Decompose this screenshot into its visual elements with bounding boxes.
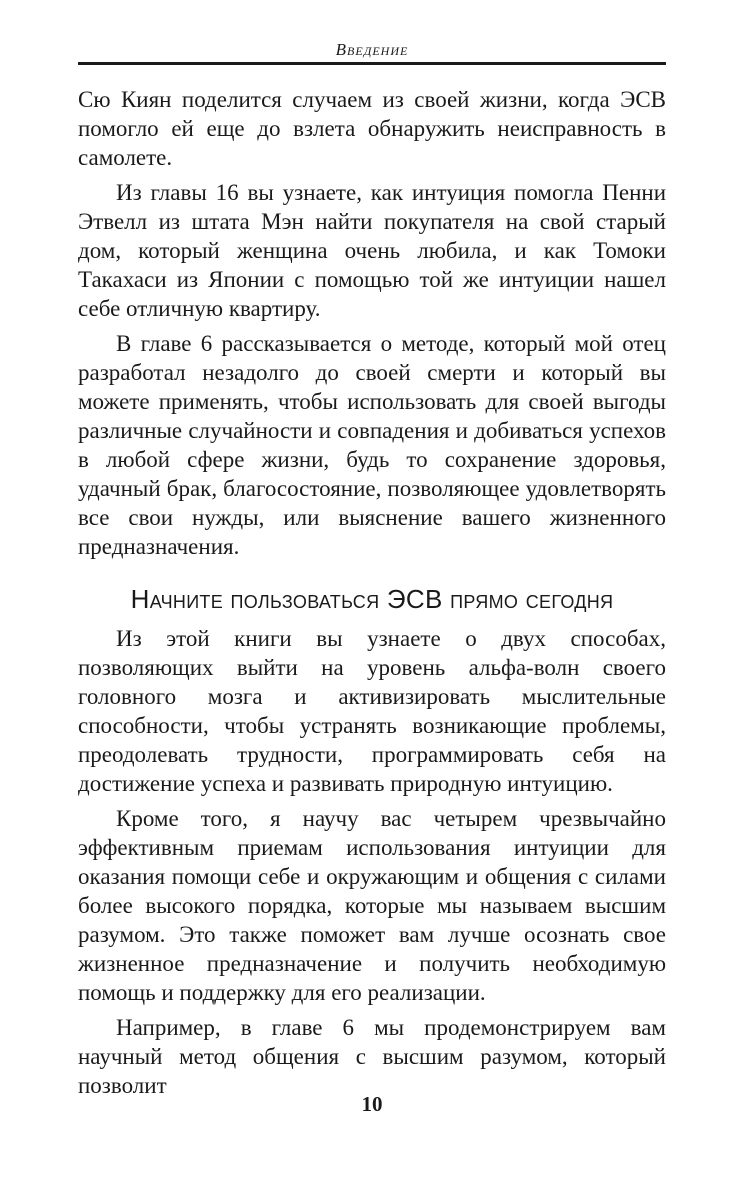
- paragraph: Например, в главе 6 мы продемонстрируем вам научный метод общения с высшим разумом, который позволит: [78, 1015, 666, 1098]
- running-head: Введение: [335, 40, 409, 59]
- text-block-section: [78, 624, 666, 1100]
- paragraph: Из этой книги вы узнаете о двух способах, позволяющих выйти на уровень альфа-волн своего головного мозга и активизировать мыслительные способности, чтобы устранять возникающие проблемы, преодолевать трудности, программировать себя на достижение успеха и развивать природную интуицию.: [78, 626, 666, 796]
- text-block-intro: [78, 85, 666, 561]
- paragraph: Из главы 16 вы узнаете, как интуиция помогла Пенни Этвелл из штата Мэн найти покупателя на свой старый дом, который женщина очень любила, и как Томоки Такахаси из Японии с помощью той же интуиции нашел себе отличную квартиру.: [78, 180, 666, 321]
- paragraph: В главе 6 рассказывается о методе, который мой отец разработал незадолго до своей смерти и который вы можете применять, чтобы использовать для своей выгоды различные случайности и совпадения и добиваться успехов в любой сфере жизни, будь то сохранение здоровья, удачный брак, благосостояние, позволяющее удовлетворять все свои нужды, или выяснение вашего жизненного предназначения.: [78, 331, 666, 559]
- paragraph: Кроме того, я научу вас четырем чрезвычайно эффективным приемам использования интуиции для оказания помощи себе и окружающим и общения с силами более высокого порядка, которые мы называем высшим разумом. Это также поможет вам лучше осознать свое жизненное предназначение и получить необходимую помощь и поддержку для его реализации.: [78, 806, 666, 1005]
- header-rule: [78, 62, 666, 65]
- section-heading: Начните пользоваться ЭСВ прямо сегодня: [130, 584, 614, 614]
- paragraph: Сю Киян поделится случаем из своей жизни, когда ЭСВ помогло ей еще до взлета обнаружить неисправность в самолете.: [78, 87, 666, 170]
- page-number: 10: [361, 1092, 383, 1116]
